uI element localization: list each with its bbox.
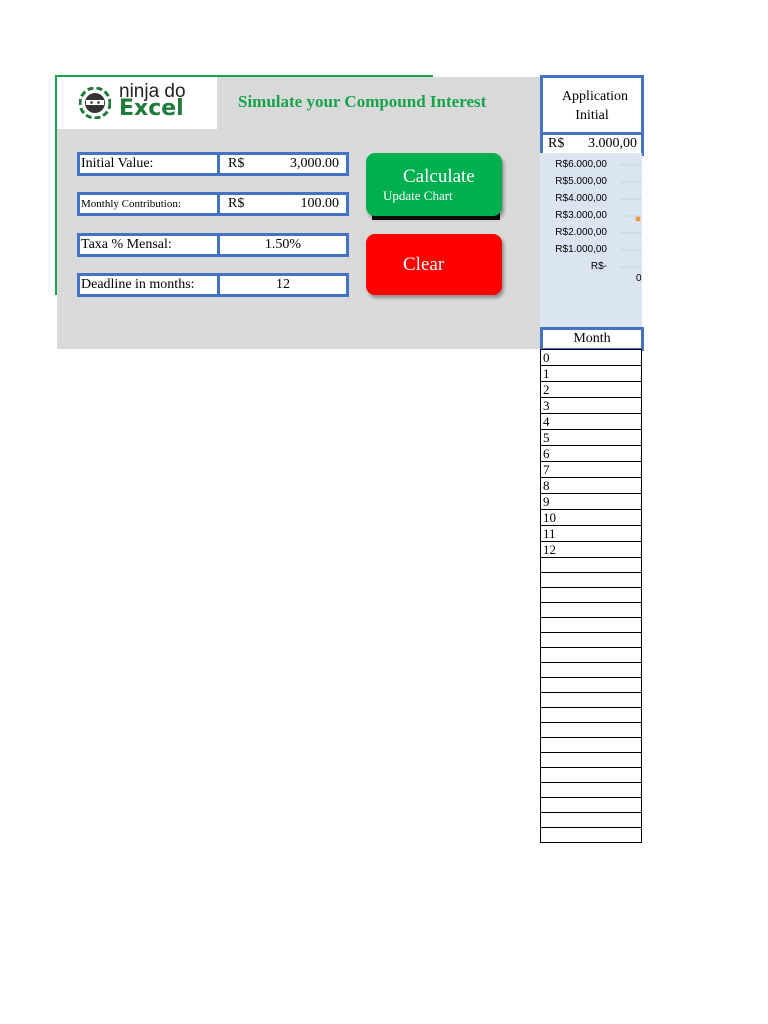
month-cell[interactable] — [541, 723, 642, 738]
month-cell[interactable]: 10 — [541, 510, 642, 526]
table-row — [541, 663, 642, 678]
y-tick-label: R$3.000,00 — [555, 210, 607, 221]
calculate-label: Calculate — [403, 166, 475, 187]
table-row — [541, 738, 642, 753]
logo-ninja-text: ninja do — [119, 81, 186, 102]
month-cell[interactable] — [541, 738, 642, 753]
y-tick-label: R$2.000,00 — [555, 227, 607, 238]
table-row — [541, 678, 642, 693]
deadline-amount: 12 — [276, 277, 290, 292]
deadline-label: Deadline in months: — [77, 273, 221, 297]
monthly-contribution-currency: R$ — [228, 196, 245, 211]
deadline-field[interactable] — [217, 273, 349, 297]
table-row — [541, 693, 642, 708]
table-row — [541, 753, 642, 768]
month-cell[interactable]: 0 — [541, 350, 642, 366]
application-currency: R$ — [548, 136, 565, 151]
month-cell[interactable] — [541, 828, 642, 843]
application-amount: 3.000,00 — [588, 136, 637, 151]
table-row — [541, 783, 642, 798]
table-row — [541, 478, 642, 494]
table-row — [541, 526, 642, 542]
monthly-contribution-amount: 100.00 — [300, 196, 339, 211]
monthly-rate-field[interactable] — [217, 233, 349, 257]
table-row — [541, 462, 642, 478]
month-cell[interactable]: 3 — [541, 398, 642, 414]
table-row — [541, 828, 642, 843]
month-cell[interactable] — [541, 603, 642, 618]
monthly-contribution-label: Monthly Contribution: — [77, 192, 221, 216]
page-title: Simulate your Compound Interest — [238, 92, 487, 111]
ninja-logo-icon — [79, 87, 111, 119]
month-cell[interactable] — [541, 768, 642, 783]
clear-label: Clear — [403, 254, 445, 275]
month-cell[interactable] — [541, 588, 642, 603]
table-row — [541, 588, 642, 603]
table-row — [541, 768, 642, 783]
month-cell[interactable] — [541, 798, 642, 813]
month-cell[interactable]: 2 — [541, 382, 642, 398]
table-row — [541, 618, 642, 633]
month-cell[interactable]: 11 — [541, 526, 642, 542]
month-cell[interactable]: 8 — [541, 478, 642, 494]
month-cell[interactable]: 12 — [541, 542, 642, 558]
table-row — [541, 430, 642, 446]
table-row — [541, 414, 642, 430]
month-cell[interactable]: 7 — [541, 462, 642, 478]
application-label: Application — [561, 89, 629, 104]
month-cell[interactable] — [541, 678, 642, 693]
month-cell[interactable] — [541, 558, 642, 573]
table-row — [541, 366, 642, 382]
table-row — [541, 798, 642, 813]
initial-label: Initial — [575, 108, 609, 123]
monthly-rate-label: Taxa % Mensal: — [77, 233, 221, 257]
chart-point — [636, 217, 641, 222]
month-cell[interactable] — [541, 813, 642, 828]
monthly-rate-amount: 1.50% — [264, 237, 302, 252]
month-cell[interactable] — [541, 753, 642, 768]
table-row — [541, 603, 642, 618]
month-cell[interactable] — [541, 573, 642, 588]
month-cell[interactable] — [541, 693, 642, 708]
update-chart-label: Update Chart — [383, 188, 453, 203]
month-cell[interactable] — [541, 783, 642, 798]
month-cell[interactable] — [541, 618, 642, 633]
table-row — [541, 510, 642, 526]
y-tick-label: R$5.000,00 — [555, 176, 607, 187]
initial-value-label: Initial Value: — [77, 152, 221, 176]
y-tick-label: R$- — [590, 261, 607, 272]
x-tick-label: 0 — [636, 273, 642, 284]
month-cell[interactable]: 1 — [541, 366, 642, 382]
table-row — [541, 494, 642, 510]
month-cell[interactable] — [541, 633, 642, 648]
y-tick-label: R$1.000,00 — [555, 244, 607, 255]
table-row — [541, 648, 642, 663]
month-cell[interactable]: 6 — [541, 446, 642, 462]
table-row — [541, 446, 642, 462]
chart — [540, 153, 642, 327]
initial-value-field[interactable] — [217, 152, 349, 176]
month-cell[interactable]: 9 — [541, 494, 642, 510]
table-row — [541, 382, 642, 398]
month-column-header: Month — [540, 327, 644, 351]
month-cell[interactable] — [541, 663, 642, 678]
table-row — [541, 558, 642, 573]
table-row — [541, 573, 642, 588]
table-row — [541, 350, 642, 366]
month-table — [540, 349, 642, 843]
logo-excel-text: Excel — [119, 96, 184, 121]
table-row — [541, 708, 642, 723]
table-row — [541, 398, 642, 414]
y-tick-label: R$6.000,00 — [555, 159, 607, 170]
initial-value-currency: R$ — [228, 156, 245, 171]
table-row — [541, 633, 642, 648]
initial-value-amount: 3,000.00 — [290, 156, 339, 171]
clear-button[interactable] — [366, 234, 502, 295]
application-initial-header — [540, 75, 644, 135]
table-row — [541, 723, 642, 738]
month-cell[interactable] — [541, 708, 642, 723]
month-cell[interactable]: 4 — [541, 414, 642, 430]
monthly-contribution-field[interactable] — [217, 192, 349, 216]
y-tick-label: R$4.000,00 — [555, 193, 607, 204]
month-cell[interactable] — [541, 648, 642, 663]
logo — [57, 77, 217, 129]
month-cell[interactable]: 5 — [541, 430, 642, 446]
table-row — [541, 542, 642, 558]
table-row — [541, 813, 642, 828]
calculate-button[interactable] — [366, 153, 502, 216]
